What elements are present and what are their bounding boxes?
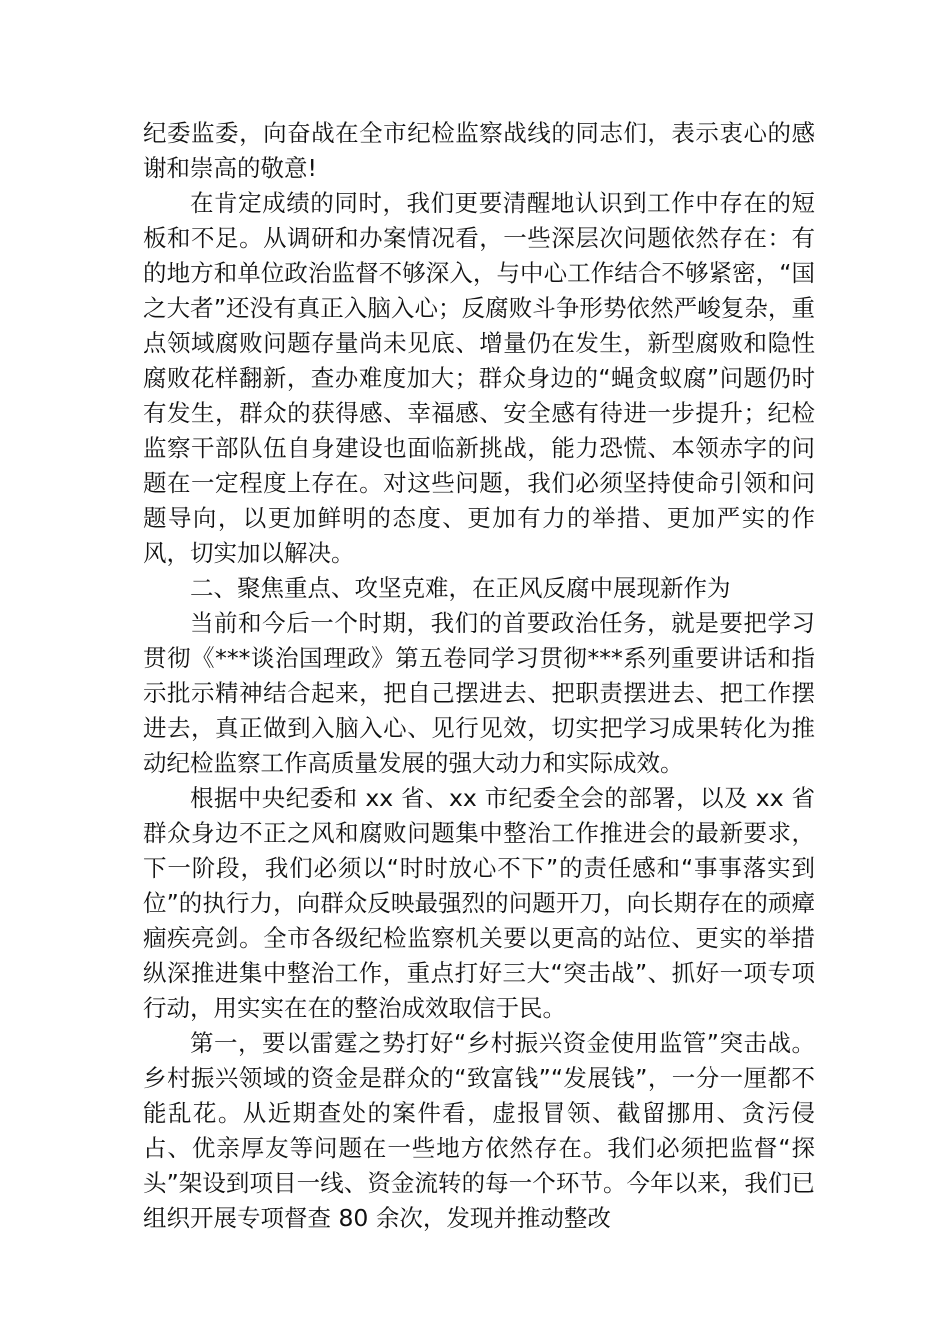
section-heading-two: 二、聚焦重点、攻坚克难，在正风反腐中展现新作为 [190,574,731,602]
paragraph-primary-task: 当前和今后一个时期，我们的首要政治任务，就是要把学习贯彻《***谈治国理政》第五卷同学习贯彻***系列重要讲话和指示批示精神结合起来，把自己摆进去、把职责摆进去、把工作摆进去，真正做到入脑入心、见行见效，切实把学习成果转化为推动纪检监察工作高质量发展的强大动力和实际成效。 [143,609,815,777]
paragraph-deployment: 根据中央纪委和 xx 省、xx 市纪委全会的部署，以及 xx 省群众身边不正之风和腐败问题集中整治工作推进会的最新要求，下一阶段，我们必须以“时时放心不下”的责任感和“事事落实到位”的执行力，向群众反映最强烈的问题开刀，向长期存在的顽瘴痼疾亮剑。全市各级纪检监察机关要以更高的站位、更实的举措纵深推进集中整治工作，重点打好三大“突击战”、抓好一项专项行动，用实实在在的整治成效取信于民。 [143,784,815,1022]
paragraph-shortcomings: 在肯定成绩的同时，我们更要清醒地认识到工作中存在的短板和不足。从调研和办案情况看，一些深层次问题依然存在：有的地方和单位政治监督不够深入，与中心工作结合不够紧密，“国之大者”还没有真正入脑入心；反腐败斗争形势依然严峻复杂，重点领域腐败问题存量尚未见底、增量仍在发生，新型腐败和隐性腐败花样翻新，查办难度加大；群众身边的“蝇贪蚁腐”问题仍时有发生，群众的获得感、幸福感、安全感有待进一步提升；纪检监察干部队伍自身建设也面临新挑战，能力恐慌、本领赤字的问题在一定程度上存在。对这些问题，我们必须坚持使命引领和问题导向，以更加鲜明的态度、更加有力的举措、更加严实的作风，切实加以解决。 [143,189,815,567]
document-page [143,116,815,1236]
paragraph-closing-thanks: 纪委监委，向奋战在全市纪检监察战线的同志们，表示衷心的感谢和崇高的敬意! [143,119,815,182]
paragraph-first-campaign: 第一，要以雷霆之势打好“乡村振兴资金使用监管”突击战。乡村振兴领域的资金是群众的“致富钱”“发展钱”，一分一厘都不能乱花。从近期查处的案件看，虚报冒领、截留挪用、贪污侵占、优亲厚友等问题在一些地方依然存在。我们必须把监督“探头”架设到项目一线、资金流转的每一个环节。今年以来，我们已组织开展专项督查 80 余次，发现并推动整改 [143,1029,815,1232]
